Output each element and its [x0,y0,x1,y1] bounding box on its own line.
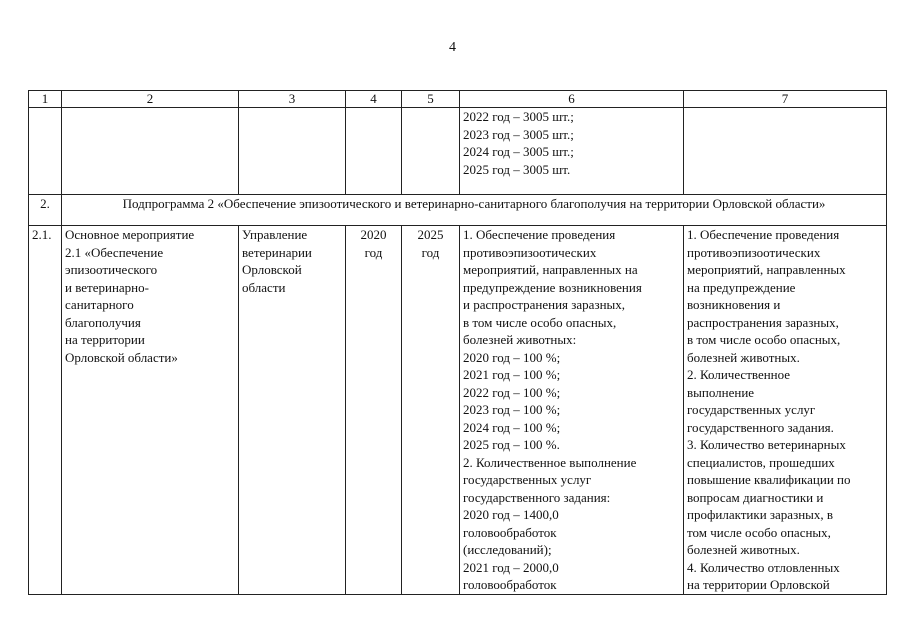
continuation-cell-1 [29,108,62,195]
activity-number: 2.1. [29,226,62,595]
activity-end-year: 2025 год [402,226,460,595]
main-activity-row [29,226,887,595]
column-header-6: 6 [460,91,684,108]
program-table [28,90,887,595]
column-numbers-row [29,91,887,108]
continuation-cell-5 [402,108,460,195]
subprogram-title: Подпрограмма 2 «Обеспечение эпизоотического и ветеринарно-санитарного благополучия на территории Орловской области» [62,195,887,226]
activity-start-year: 2020 год [346,226,402,595]
column-header-5: 5 [402,91,460,108]
continuation-cell-7 [684,108,887,195]
activity-indicators: 1. Обеспечение проведения противоэпизоотических мероприятий, направленных на предупреждение возникновения и распространения заразных, в том числе особо опасных, болезней животных. 2. Количественное выполнение государственных услуг государственного задания. 3. Количество ветеринарных специалистов, прошедших повышение квалификации по вопросам диагностики и профилактики заразных, в том числе особо опасных, болезней животных. 4. Количество отловленных на территории Орловской [684,226,887,595]
activity-name: Основное мероприятие 2.1 «Обеспечение эпизоотического и ветеринарно- санитарного благополучия на территории Орловской области» [62,226,239,595]
page-number: 4 [449,40,456,55]
continuation-cell-2 [62,108,239,195]
continuation-row [29,108,887,195]
subprogram-row [29,195,887,226]
continuation-result-cell: 2022 год – 3005 шт.; 2023 год – 3005 шт.; 2024 год – 3005 шт.; 2025 год – 3005 шт. [460,108,684,195]
column-header-1: 1 [29,91,62,108]
activity-executor: Управление ветеринарии Орловской области [239,226,346,595]
column-header-4: 4 [346,91,402,108]
continuation-cell-3 [239,108,346,195]
column-header-7: 7 [684,91,887,108]
activity-expected-result: 1. Обеспечение проведения противоэпизоотических мероприятий, направленных на предупреждение возникновения и распространения заразных, в том числе особо опасных, болезней животных: 2020 год – 100 %; 2021 год – 100 %; 2022 год – 100 %; 2023 год – 100 %; 2024 год – 100 %; 2025 год – 100 %. 2. Количественное выполнение государственных услуг государственного задания: 2020 год – 1400,0 головообработок (исследований); 2021 год – 2000,0 головообработок [460,226,684,595]
column-header-2: 2 [62,91,239,108]
subprogram-number: 2. [29,195,62,226]
continuation-cell-4 [346,108,402,195]
column-header-3: 3 [239,91,346,108]
